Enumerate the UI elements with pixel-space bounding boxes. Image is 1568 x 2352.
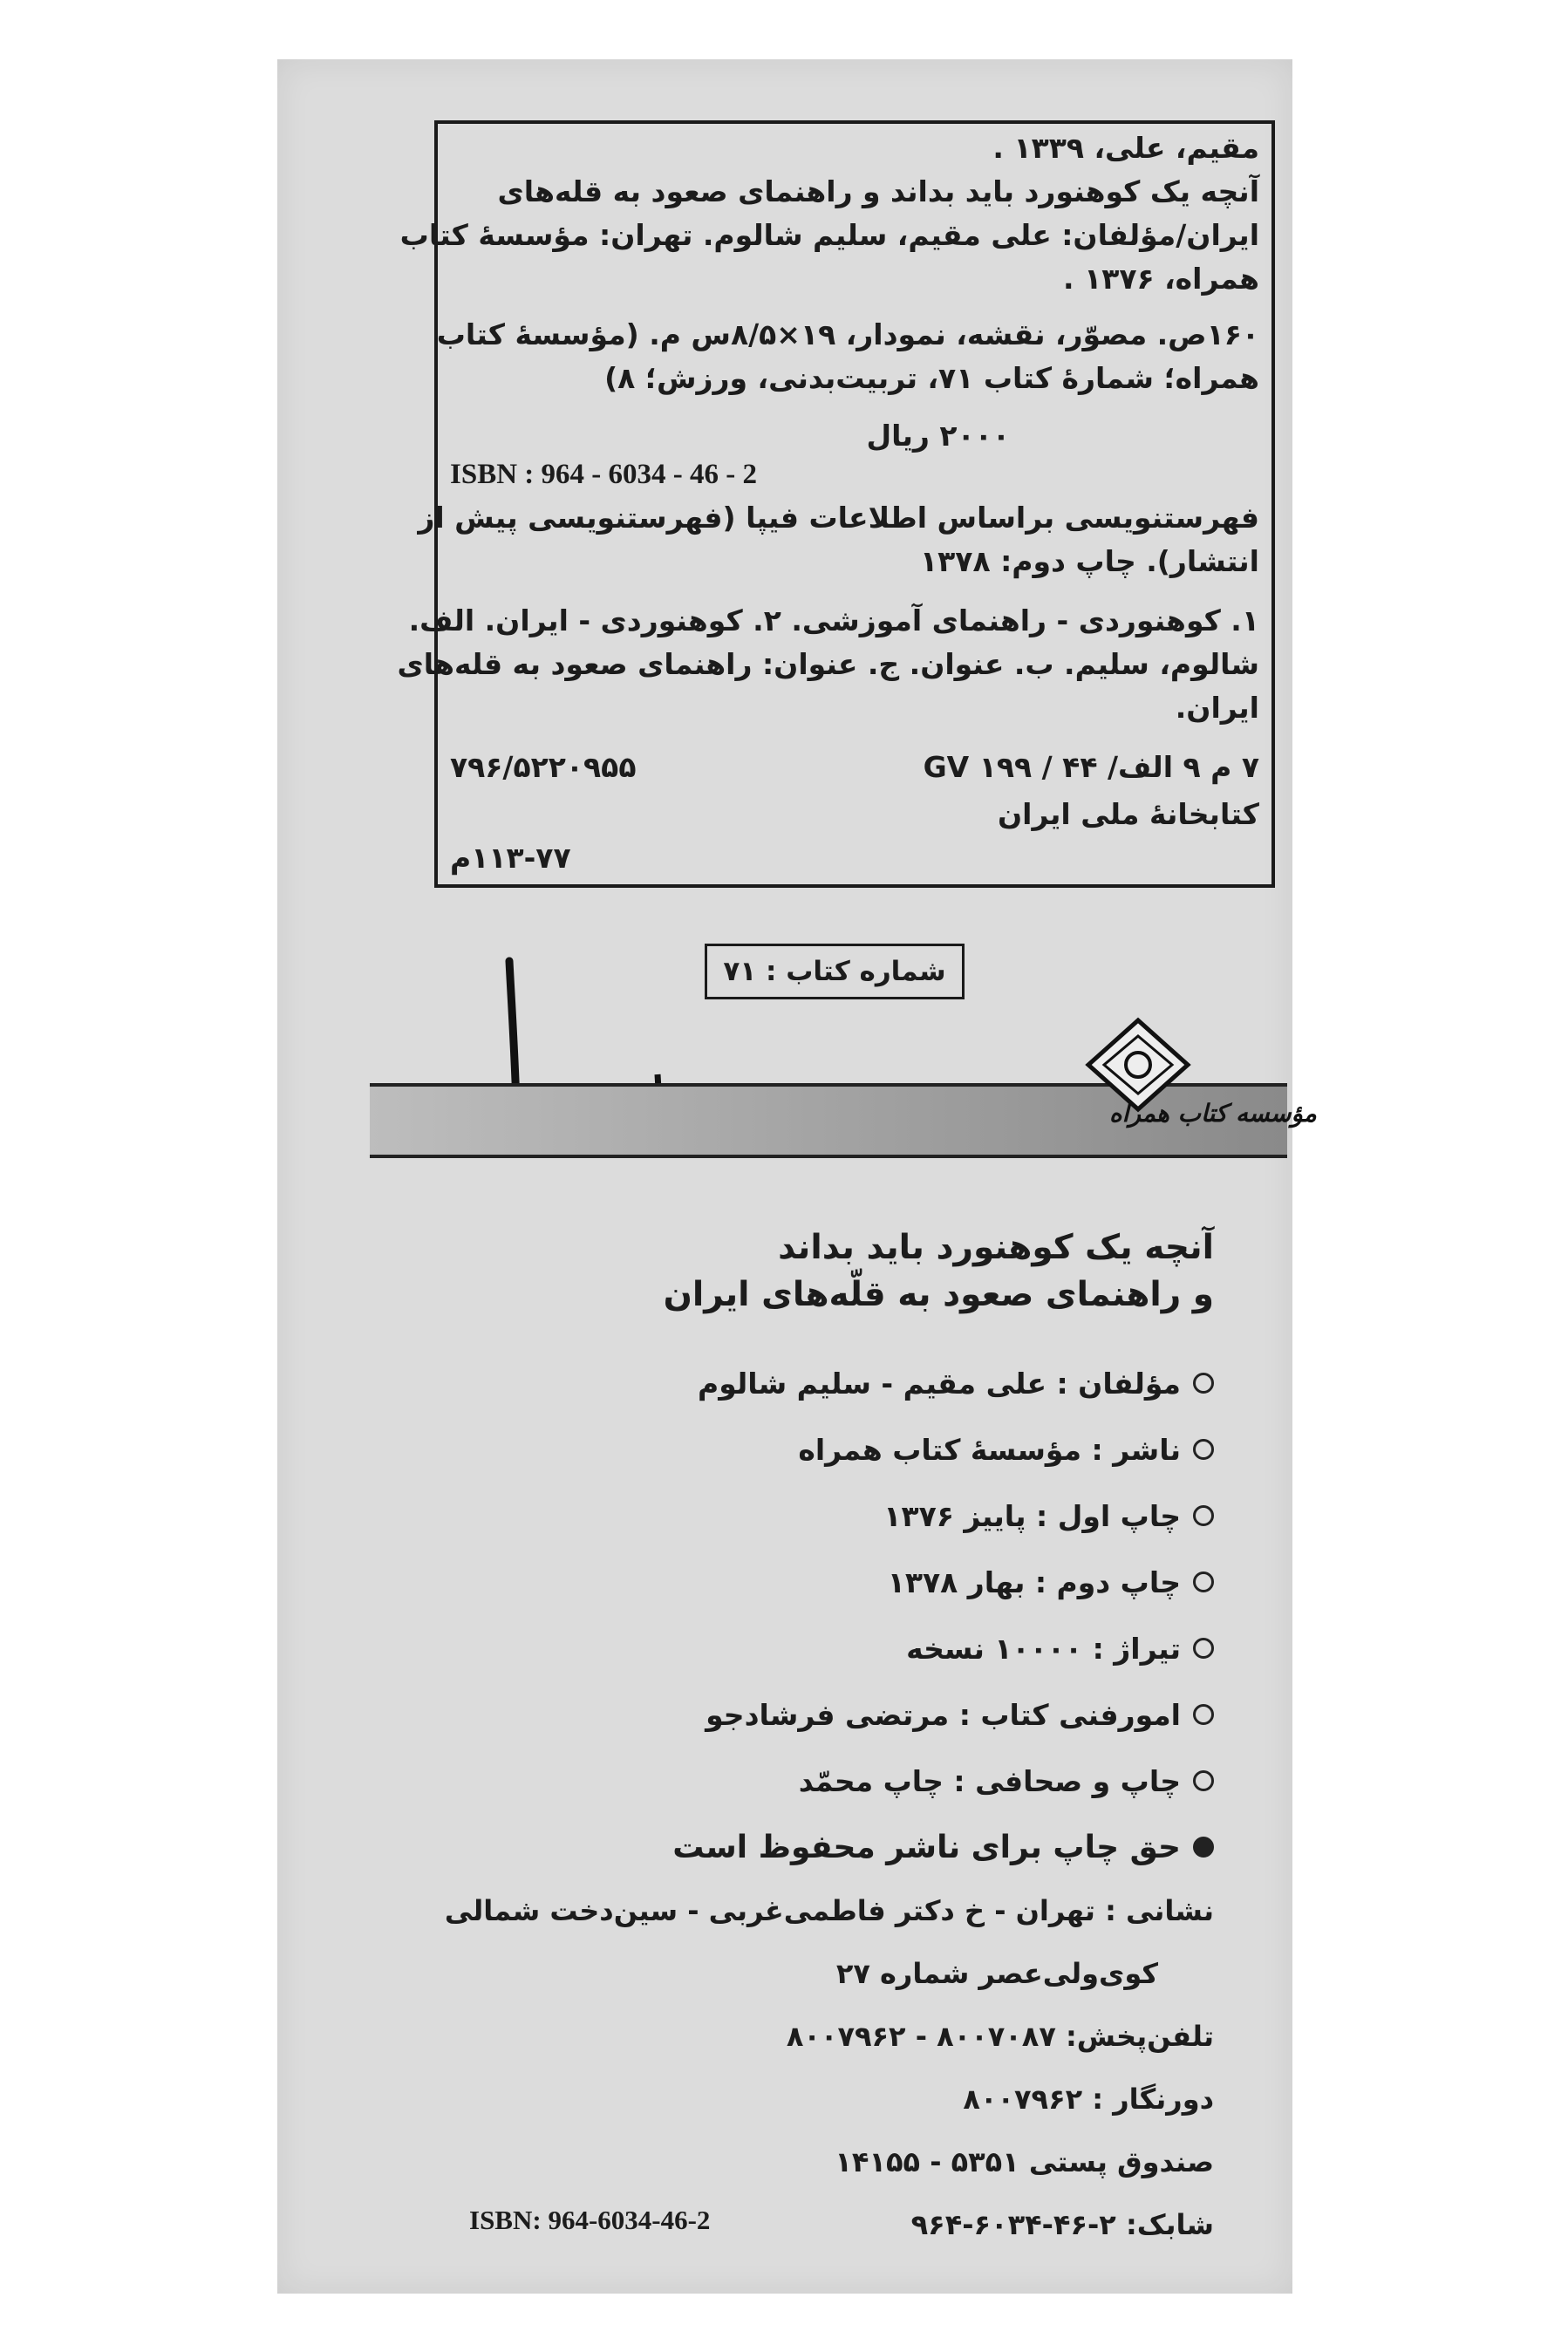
cip-line: مقیم، علی، ۱۳۳۹ . — [992, 131, 1259, 165]
title-line: و راهنمای صعود به قلّه‌های ایران — [663, 1275, 1214, 1314]
imprint-item: چاپ دوم : بهار ۱۳۷۸ — [672, 1549, 1214, 1615]
circle-bullet-icon — [1193, 1704, 1214, 1725]
cip-line: انتشار). چاپ دوم: ۱۳۷۸ — [920, 544, 1259, 578]
circle-bullet-icon — [1193, 1373, 1214, 1394]
imprint-item: چاپ اول : پاییز ۱۳۷۶ — [672, 1483, 1214, 1549]
book-title — [664, 1224, 1214, 1319]
cip-library: کتابخانهٔ ملی ایران — [998, 797, 1259, 831]
cip-record-number: ۱۱۳-۷۷م — [450, 841, 571, 875]
imprint-item: چاپ و صحافی : چاپ محمّد — [672, 1748, 1214, 1814]
phone-line: تلفن‌پخش: ۸۰۰۷۰۸۷ - ۸۰۰۷۹۶۲ — [786, 2020, 1214, 2053]
copyright-item: حق چاپ برای ناشر محفوظ است — [672, 1814, 1214, 1880]
filled-bullet-icon — [1193, 1837, 1214, 1858]
address-line: کوی‌ولی‌عصر شماره ۲۷ — [835, 1957, 1158, 1990]
cip-line: فهرستنویسی براساس اطلاعات فیپا (فهرستنویسی پیش از — [418, 501, 1259, 535]
cip-line: ۱. کوهنوردی - راهنمای آموزشی. ۲. کوهنوردی - ایران. الف. — [408, 603, 1259, 637]
publisher-logo-text: مؤسسه کتاب همراه — [1109, 1099, 1317, 1128]
book-number: شماره کتاب : ۷۱ — [723, 956, 946, 987]
fax-line: دورنگار : ۸۰۰۷۹۶۲ — [963, 2083, 1214, 2116]
circle-bullet-icon — [1193, 1439, 1214, 1460]
imprint-item: تیراژ : ۱۰۰۰۰ نسخه — [672, 1615, 1214, 1681]
address-line: نشانی : تهران - خ دکتر فاطمی‌غربی - سین‌دخت شمالی — [444, 1894, 1214, 1927]
cip-line: شالوم، سلیم. ب. عنوان. ج. عنوان: راهنمای صعود به قله‌های — [397, 647, 1259, 681]
cip-line: ۱۶۰ص. مصوّر، نقشه، نمودار، ۱۹×۸/۵س م. (مؤسسهٔ کتاب — [436, 317, 1259, 351]
cip-record-box — [397, 120, 1275, 888]
imprint-item: مؤلفان : علی مقیم - سلیم شالوم — [672, 1350, 1214, 1416]
cip-isbn: ISBN : 964 - 6034 - 46 - 2 — [450, 459, 757, 490]
cip-dewey: ۷۹۶/۵۲۲۰۹۵۵ — [450, 750, 637, 784]
pobox-line: صندوق پستی ۵۳۵۱ - ۱۴۱۵۵ — [835, 2145, 1214, 2178]
imprint-item: امورفنی کتاب : مرتضی فرشادجو — [672, 1681, 1214, 1748]
shabak-line: شابک: ۲-۴۶-۶۰۳۴-۹۶۴ — [910, 2208, 1214, 2241]
title-line: آنچه یک کوهنورد باید بداند — [778, 1228, 1214, 1267]
cip-line: ایران. — [1175, 691, 1259, 725]
cip-price: ۲۰۰۰ ریال — [866, 419, 1010, 453]
cip-classification: ۷ م ۹ الف/ ۴۴ / ۱۹۹ GV — [923, 750, 1259, 784]
circle-bullet-icon — [1193, 1505, 1214, 1526]
cip-line: همراه؛ شمارهٔ کتاب ۷۱، تربیت‌بدنی، ورزش؛ ۸) — [604, 361, 1259, 395]
imprint-list — [672, 1350, 1214, 1880]
circle-bullet-icon — [1193, 1571, 1214, 1592]
book-number-box — [705, 944, 965, 999]
circle-bullet-icon — [1193, 1770, 1214, 1791]
cip-line: همراه، ۱۳۷۶ . — [1063, 262, 1259, 296]
isbn-footer: ISBN: 964-6034-46-2 — [469, 2205, 711, 2235]
cip-line: آنچه یک کوهنورد باید بداند و راهنمای صعود به قله‌های — [497, 174, 1259, 208]
imprint-item: ناشر : مؤسسهٔ کتاب همراه — [672, 1416, 1214, 1483]
cip-line: ایران/مؤلفان: علی مقیم، سلیم شالوم. تهران: مؤسسهٔ کتاب — [399, 218, 1259, 252]
circle-bullet-icon — [1193, 1638, 1214, 1659]
